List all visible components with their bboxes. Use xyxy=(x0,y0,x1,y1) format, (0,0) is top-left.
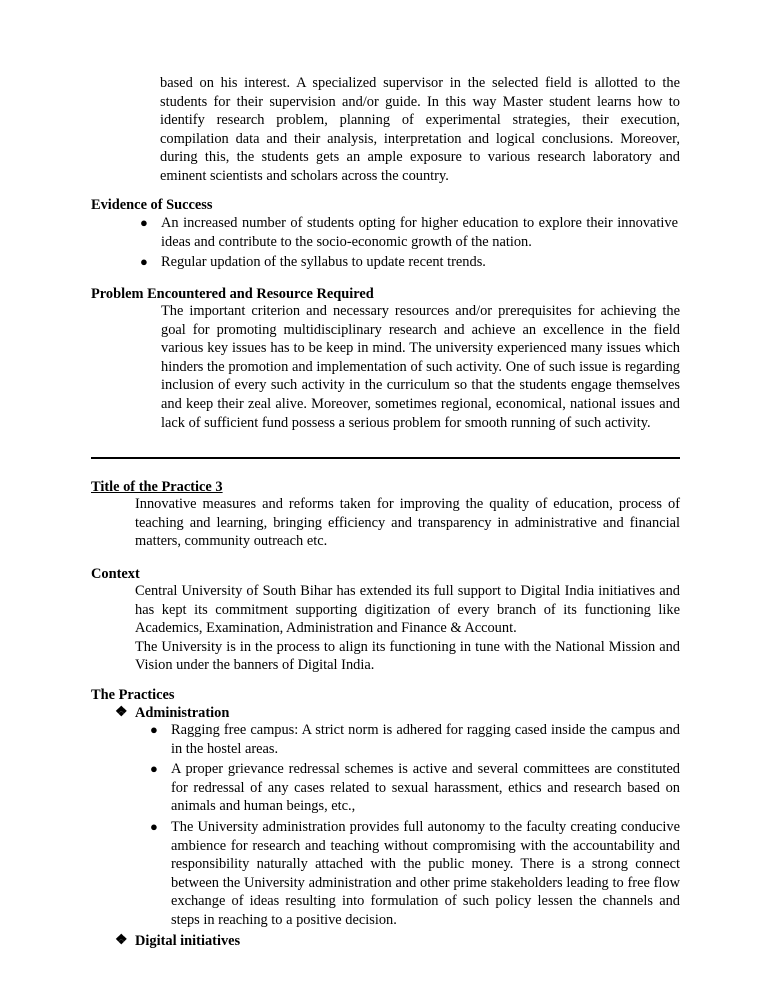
evidence-list xyxy=(140,214,678,274)
administration-subheading: Administration xyxy=(135,705,230,721)
list-item: ● An increased number of students opting for higher education to explore their innovative ideas and contribute to the socio-economic growth of the nation. xyxy=(140,215,678,250)
bullet-icon: ● xyxy=(150,818,158,834)
context-paragraph-2: The University is in the process to align its functioning in tune with the National Mission and Vision under the banners of Digital India. xyxy=(135,638,680,674)
list-item: ● Regular updation of the syllabus to update recent trends. xyxy=(140,254,486,271)
bullet-icon: ● xyxy=(150,722,158,737)
bullet-icon: ● xyxy=(140,254,148,270)
evidence-heading: Evidence of Success xyxy=(91,197,213,213)
problem-paragraph: The important criterion and necessary resources and/or prerequisites for achieving the goal for promoting multidisciplinary research and achieve an excellence in the field various key issues has to be keep in mind. The university experienced many issues which hinders the promotion and implementation of such activity. One of such issue is regarding inclusion of every such activity in the curriculum so that the students engage themselves and keep their zeal alive. Moreover, sometimes regional, economical, national issues and lack of sufficient fund possess a serious problem for smooth running of such activity. xyxy=(161,303,680,431)
context-paragraph-1: Central University of South Bihar has extended its full support to Digital India initiatives and has kept its commitment supporting digitization of every branch of its functioning like Academics, Examination, Administration and Finance & Account. xyxy=(135,583,680,637)
practices-heading: The Practices xyxy=(91,687,175,703)
problem-heading: Problem Encountered and Resource Required xyxy=(91,286,374,302)
list-item: ● Ragging free campus: A strict norm is adhered for ragging cased inside the campus and in the hostel areas. xyxy=(150,722,680,757)
section-divider xyxy=(91,457,680,459)
diamond-bullet-icon: ❖ xyxy=(115,933,128,948)
list-item: ● The University administration provides full autonomy to the faculty creating conducive ambience for research and teaching without compromising with the accountability and responsibility naturally attached with the public money. There is a strong connect between the University administration and other prime stakeholders leading to free flow exchange of ideas resulting into formulation of such policy lessen the channels and steps in reaching to a positive decision. xyxy=(150,818,680,928)
practice-title-heading: Title of the Practice 3 xyxy=(91,479,223,495)
list-item: ● A proper grievance redressal schemes is active and several committees are constituted for redressal of any cases related to sexual harassment, ethics and research based on animals and human beings, etc., xyxy=(150,761,680,815)
digital-initiatives-subheading: Digital initiatives xyxy=(135,933,241,949)
administration-list xyxy=(150,721,680,932)
context-heading: Context xyxy=(91,566,140,582)
diamond-bullet-icon: ❖ xyxy=(115,705,128,720)
bullet-icon: ● xyxy=(150,761,158,777)
practice-title-paragraph: Innovative measures and reforms taken for improving the quality of education, process of teaching and learning, bringing efficiency and transparency in administrative and financial matters, community outreach etc. xyxy=(135,496,680,550)
context-paragraphs xyxy=(135,582,680,675)
bullet-icon: ● xyxy=(140,215,148,230)
intro-paragraph: based on his interest. A specialized supervisor in the selected field is allotted to the students for their supervision and/or guide. In this way Master student learns how to identify research problem, planning of experimental strategies, their execution, compilation data and their analysis, interpretation and logical conclusions. Moreover, during this, the students gets an ample exposure to various research laboratory and eminent scientists and scholars across the country. xyxy=(160,75,680,184)
